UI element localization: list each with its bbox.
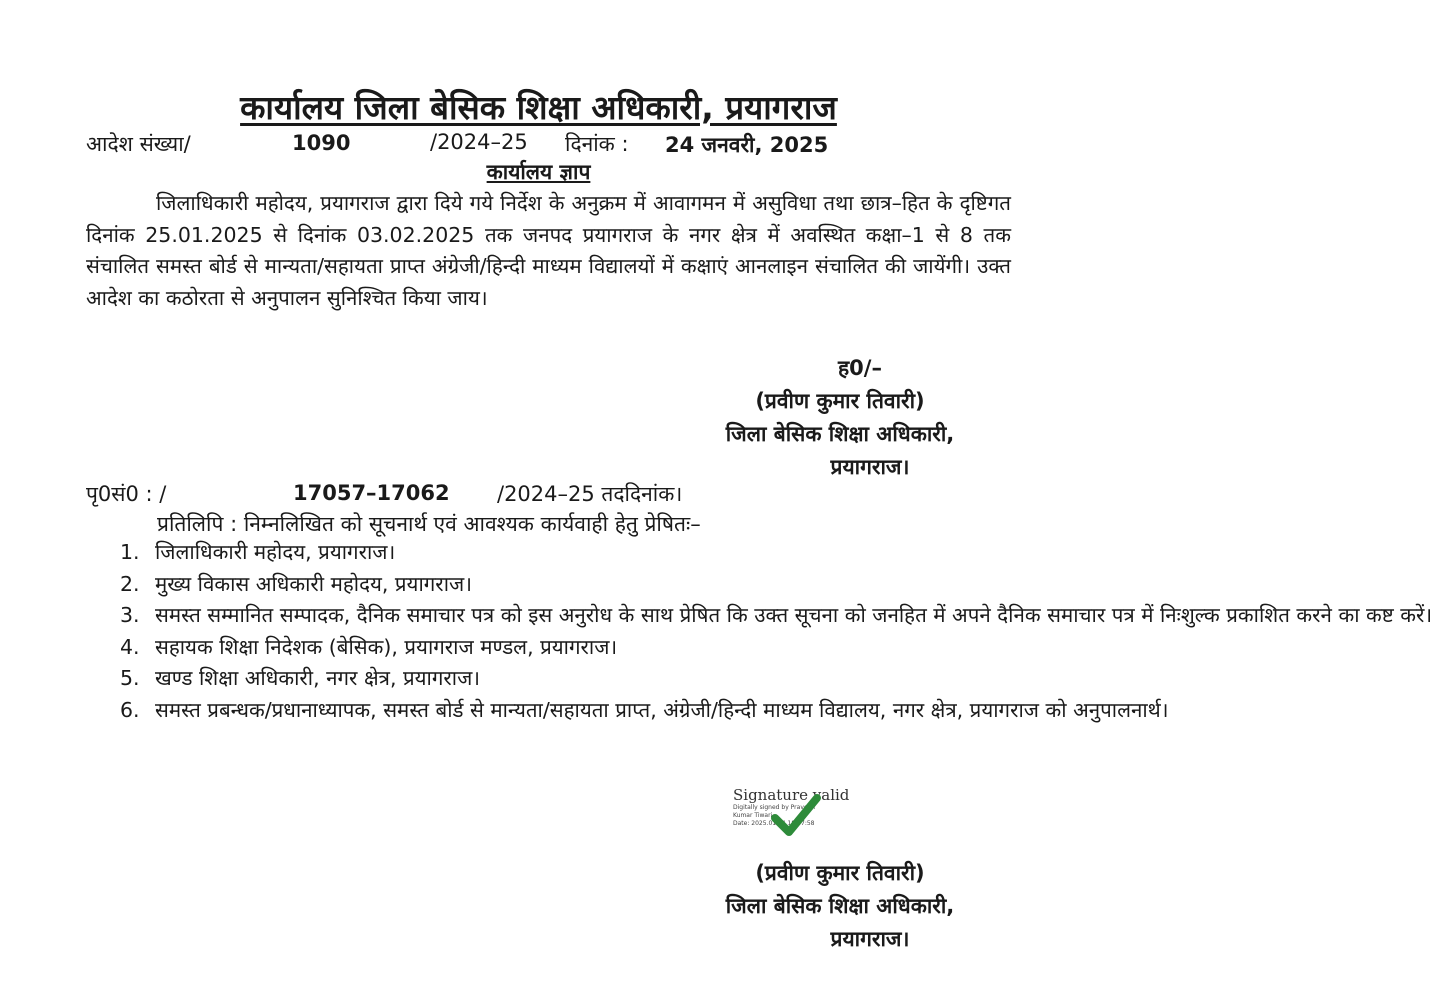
signature-valid-label: Signature valid — [733, 786, 850, 804]
copy-line: प्रतिलिपि : निम्नलिखित को सूचनार्थ एवं आवश्यक कार्यवाही हेतु प्रेषितः– — [157, 512, 701, 536]
signature-details: Digitally signed by Praveen Kumar Tiwari Date: 2025.01.24 18:37:58 — [733, 804, 816, 827]
order-prefix: आदेश संख्या/ — [86, 132, 191, 156]
digital-signature-stamp — [733, 786, 863, 846]
endorsement-suffix: /2024–25 तददिनांक। — [497, 482, 683, 506]
order-paragraph-text: जिलाधिकारी महोदय, प्रयागराज द्वारा दिये गये निर्देश के अनुक्रम में आवागमन में असुविधा तथा छात्र–हित के दृष्टिगत दिनांक 25.01.2025 से दिनांक 03.02.2025 तक जनपद प्रयागराज के नगर क्षेत्र में अवस्थित कक्षा–1 से 8 तक संचालित समस्त बोर्ड से मान्यता/सहायता प्राप्त अंग्रेजी/हिन्दी माध्यम विद्यालयों में कक्षाएं आनलाइन संचालित की जायेंगी। उक्त आदेश का कठोरता से अनुपालन सुनिश्चित किया जाय। — [86, 191, 1011, 310]
order-year: /2024–25 — [430, 130, 528, 154]
endorsement-number: 17057–17062 — [293, 481, 450, 505]
date-value: 24 जनवरी, 2025 — [665, 133, 829, 157]
list-item: 1. जिलाधिकारी महोदय, प्रयागराज। — [120, 540, 396, 564]
order-number: 1090 — [292, 131, 351, 155]
list-item: 4. सहायक शिक्षा निदेशक (बेसिक), प्रयागराज मण्डल, प्रयागराज। — [120, 634, 618, 659]
signature-block-2 — [640, 857, 1040, 956]
signature-block-1 — [640, 352, 1040, 484]
list-item: 3. समस्त सम्मानित सम्पादक, दैनिक समाचार पत्र को इस अनुरोध के साथ प्रेषित कि उक्त सूचना को जनहित में अपने दैनिक समाचार पत्र में निःशुल्क प्रकाशित करने का कष्ट करें। — [120, 603, 1432, 627]
signatory-designation: जिला बेसिक शिक्षा अधिकारी, — [725, 894, 955, 918]
endorsement-prefix: पृ0सं0 : / — [86, 482, 167, 506]
signatory-place: प्रयागराज। — [830, 927, 910, 951]
order-paragraph — [86, 188, 1011, 314]
office-title: कार्यालय जिला बेसिक शिक्षा अधिकारी, प्रयागराज — [240, 88, 837, 127]
list-item: 2. मुख्य विकास अधिकारी महोदय, प्रयागराज। — [120, 571, 472, 596]
distribution-list — [120, 537, 1432, 726]
signatory-name: (प्रवीण कुमार तिवारी) — [755, 389, 925, 413]
memo-subtitle: कार्यालय ज्ञाप — [486, 160, 591, 184]
signatory-place: प्रयागराज। — [830, 455, 910, 479]
list-item: 6. समस्त प्रबन्धक/प्रधानाध्यापक, समस्त बोर्ड से मान्यता/सहायता प्राप्त, अंग्रेजी/हिन्दी माध्यम विद्यालय, नगर क्षेत्र, प्रयागराज को अनुपालनार्थ। — [120, 697, 1169, 722]
date-label: दिनांक : — [565, 132, 629, 156]
signatory-designation: जिला बेसिक शिक्षा अधिकारी, — [725, 422, 955, 446]
signatory-name: (प्रवीण कुमार तिवारी) — [755, 861, 925, 885]
signed-mark: ह0/– — [838, 356, 882, 380]
check-icon — [771, 792, 821, 838]
list-item: 5. खण्ड शिक्षा अधिकारी, नगर क्षेत्र, प्रयागराज। — [120, 666, 481, 690]
